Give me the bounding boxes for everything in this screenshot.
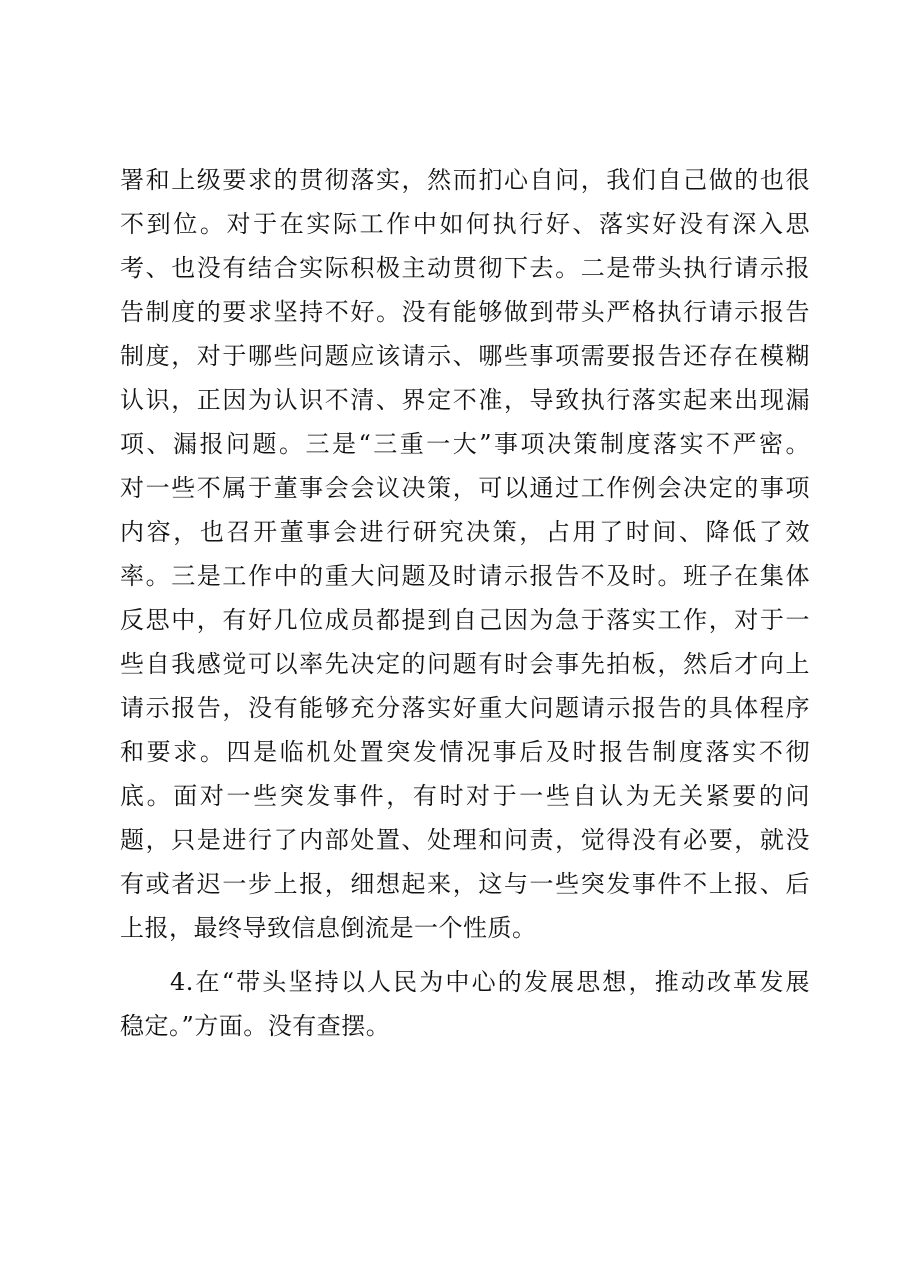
- text-line: 署和上级要求的贯彻落实，然而扪心自问，我们自己做的也很: [120, 166, 810, 194]
- paragraph-1: [120, 158, 810, 950]
- text-line: 些自我感觉可以率先决定的问题有时会事先拍板，然后才向上: [120, 650, 810, 678]
- text-line: 反思中，有好几位成员都提到自己因为急于落实工作，对于一: [120, 606, 810, 634]
- text-line: 告制度的要求坚持不好。没有能够做到带头严格执行请示报告: [120, 298, 810, 326]
- text-line: 和要求。四是临机处置突发情况事后及时报告制度落实不彻: [120, 738, 810, 766]
- text-line: 稳定。”方面。没有查摆。: [120, 1012, 391, 1040]
- text-line: 率。三是工作中的重大问题及时请示报告不及时。班子在集体: [120, 562, 810, 590]
- text-line: 制度，对于哪些问题应该请示、哪些事项需要报告还存在模糊: [120, 342, 810, 370]
- text-line: 4.在“带头坚持以人民为中心的发展思想，推动改革发展: [170, 968, 810, 996]
- paragraph-spacing: [120, 950, 810, 960]
- text-line: 不到位。对于在实际工作中如何执行好、落实好没有深入思: [120, 210, 810, 238]
- document-body: [120, 158, 810, 1048]
- text-line: 有或者迟一步上报，细想起来，这与一些突发事件不上报、后: [120, 870, 810, 898]
- text-line: 对一些不属于董事会会议决策，可以通过工作例会决定的事项: [120, 474, 810, 502]
- paragraph-2: [120, 960, 810, 1048]
- text-line: 考、也没有结合实际积极主动贯彻下去。二是带头执行请示报: [120, 254, 810, 282]
- text-line: 上报，最终导致信息倒流是一个性质。: [120, 914, 537, 942]
- text-line: 项、漏报问题。三是“三重一大”事项决策制度落实不严密。: [120, 430, 810, 458]
- text-line: 认识，正因为认识不清、界定不准，导致执行落实起来出现漏: [120, 386, 810, 414]
- text-line: 请示报告，没有能够充分落实好重大问题请示报告的具体程序: [120, 694, 810, 722]
- text-line: 题，只是进行了内部处置、处理和问责，觉得没有必要，就没: [120, 826, 810, 854]
- text-line: 底。面对一些突发事件，有时对于一些自认为无关紧要的问: [120, 782, 810, 810]
- text-line: 内容，也召开董事会进行研究决策，占用了时间、降低了效: [120, 518, 810, 546]
